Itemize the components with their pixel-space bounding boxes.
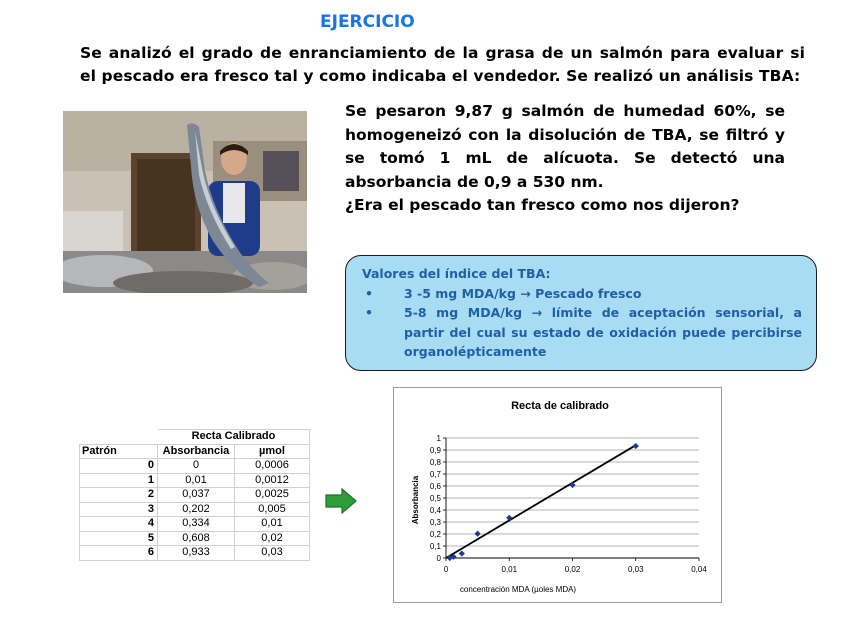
chart-data-point [475, 531, 481, 537]
intro-text: Se analizó el grado de enranciamiento de la grasa de un salmón para evaluar si el pescado era fresco tal y como indicaba el vendedor. Se realizó un análisis TBA: [80, 44, 805, 85]
table-header-umol: µmol [235, 444, 310, 459]
bullet-icon: • [365, 285, 373, 301]
table-row: 6 0,933 0,03 [80, 546, 310, 561]
calibration-chart [393, 387, 722, 603]
tba-info-heading: Valores del índice del TBA: [362, 266, 551, 281]
chart-title: Recta de calibrado [511, 400, 609, 412]
table-title: Recta Calibrado [158, 430, 310, 445]
chart-x-tick-label: 0,04 [691, 565, 707, 574]
chart-x-tick-label: 0,01 [501, 565, 518, 574]
table-header-patron: Patrón [80, 444, 158, 459]
calibration-chart-svg [394, 388, 721, 602]
tba-info-box [345, 255, 817, 371]
table-title-row [80, 430, 310, 445]
chart-data-point [459, 550, 465, 556]
table-row: 5 0,608 0,02 [80, 531, 310, 546]
tba-info-list [362, 284, 802, 362]
table-header-absorbancia: Absorbancia [158, 444, 235, 459]
chart-x-tick-label: 0 [443, 565, 449, 574]
chart-y-tick-label: 0,7 [429, 470, 441, 479]
chart-y-tick-label: 0,8 [429, 458, 441, 467]
tba-info-item-text: 3 -5 mg MDA/kg → Pescado fresco [404, 285, 642, 301]
tba-info-item [362, 284, 802, 304]
table-row: 4 0,334 0,01 [80, 517, 310, 532]
chart-y-tick-label: 0,4 [429, 506, 441, 515]
chart-data-point [569, 482, 575, 488]
exercise-title: EJERCICIO [320, 12, 415, 32]
chart-x-tick-label: 0,02 [564, 565, 581, 574]
chart-data-point [633, 443, 639, 449]
tba-info-item [362, 303, 802, 362]
chart-y-tick-label: 0,1 [429, 542, 441, 551]
table-header-row [80, 444, 310, 459]
chart-y-tick-label: 0,3 [429, 518, 441, 527]
chart-y-tick-label: 0,6 [429, 482, 441, 491]
chart-xlabel: concentración MDA (µoles MDA) [459, 585, 577, 594]
chart-x-tick-label: 0,03 [627, 565, 644, 574]
table-row: 2 0,037 0,0025 [80, 488, 310, 503]
chart-y-tick-label: 0,9 [429, 446, 441, 455]
chart-y-tick-label: 0,5 [429, 494, 441, 503]
table-row: 1 0,01 0,0012 [80, 473, 310, 488]
chart-y-tick-label: 1 [436, 434, 441, 443]
table-row: 3 0,202 0,005 [80, 502, 310, 517]
tba-info-item-text: 5-8 mg MDA/kg → límite de aceptación sensorial, a partir del cual su estado de oxidación puede percibirse organolépticamente [404, 305, 802, 359]
calibration-table [79, 429, 310, 561]
fishmonger-photo [63, 111, 307, 293]
problem-question: ¿Era el pescado tan fresco como nos dijeron? [345, 196, 740, 214]
problem-text: Se pesaron 9,87 g salmón de humedad 60%, se homogeneizó con la disolución de TBA, se filtró y se tomó 1 mL de alícuota. Se detectó una absorbancia de 0,9 a 530 nm. [345, 102, 785, 191]
bullet-icon: • [365, 305, 373, 320]
right-arrow-icon [325, 488, 357, 518]
problem-statement [345, 100, 785, 218]
chart-y-tick-label: 0 [436, 554, 441, 563]
chart-ylabel: Absorbancia [411, 475, 420, 525]
table-row: 0 0 0,0006 [80, 459, 310, 474]
chart-y-tick-label: 0,2 [429, 530, 441, 539]
